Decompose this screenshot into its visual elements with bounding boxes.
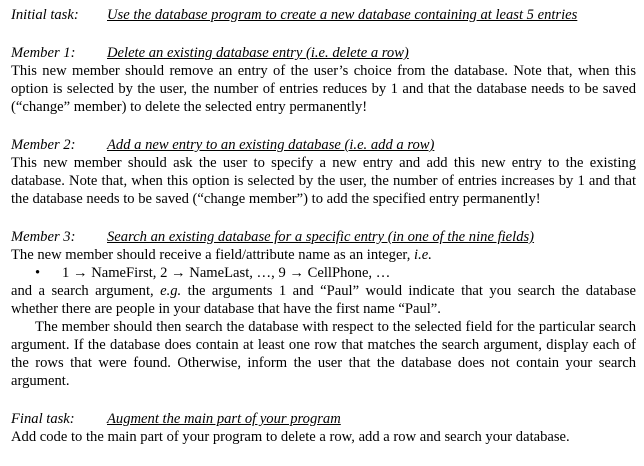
final-task-section <box>11 410 636 446</box>
member-2-body: This new member should ask the user to specify a new entry and add this new entry to the existing database. Note that, when this option is selected by the user, the number of entries increases by 1 and that the database needs to be saved (“change member”) to add the specified entry permanently! <box>11 155 636 207</box>
bullet-dot-icon: • <box>35 265 41 281</box>
member-3-intro <box>11 246 636 264</box>
initial-task-heading <box>11 6 636 24</box>
final-task-body: Add code to the main part of your program to delete a row, add a row and search your database. <box>11 429 570 445</box>
initial-task-label: Initial task: <box>11 7 79 23</box>
member-3-section <box>11 228 636 390</box>
member-3-search-arg <box>11 282 636 318</box>
member-3-bullet-text: 1 → NameFirst, 2 → NameLast, …, 9 → CellPhone, … <box>62 265 391 281</box>
member-3-bullet-list <box>11 264 636 282</box>
member-3-heading <box>11 228 636 246</box>
initial-task-title: Use the database program to create a new database containing at least 5 entries <box>107 7 578 23</box>
member-3-title: Search an existing database for a specific entry (in one of the nine fields) <box>107 229 535 245</box>
member-1-section <box>11 44 636 116</box>
member-2-section <box>11 136 636 208</box>
member-3-search-eg: e.g. <box>160 283 182 299</box>
member-3-intro-ie: i.e. <box>414 247 432 263</box>
member-3-search-text-a: and a search argument, <box>11 283 161 299</box>
final-task-title: Augment the main part of your program <box>107 411 341 427</box>
member-1-heading <box>11 44 636 62</box>
member-3-bullet-item <box>35 264 636 282</box>
member-3-body-2: The member should then search the database with respect to the selected field for the particular search argument. If the database does contain at least one row that matches the search argument, display each of the rows that were found. Otherwise, inform the user that the database does not contain your search argument. <box>11 319 636 389</box>
member-2-heading <box>11 136 636 154</box>
member-1-label: Member 1: <box>11 45 76 61</box>
member-2-label: Member 2: <box>11 137 76 153</box>
member-3-intro-text: The new member should receive a field/attribute name as an integer, <box>11 247 415 263</box>
final-task-heading <box>11 410 636 428</box>
member-3-search-text-b: the arguments 1 and “Paul” would indicate that you search the database whether there are people in your database that have the first name “Paul”. <box>11 283 636 317</box>
member-1-title: Delete an existing database entry (i.e. delete a row) <box>107 45 409 61</box>
member-3-label: Member 3: <box>11 229 76 245</box>
member-2-title: Add a new entry to an existing database (i.e. add a row) <box>107 137 435 153</box>
final-task-label: Final task: <box>11 411 75 427</box>
member-1-body: This new member should remove an entry of the user’s choice from the database. Note that, when this option is selected by the user, the number of entries reduces by 1 and that the database needs to be saved (“change” member) to delete the selected entry permanently! <box>11 63 636 115</box>
